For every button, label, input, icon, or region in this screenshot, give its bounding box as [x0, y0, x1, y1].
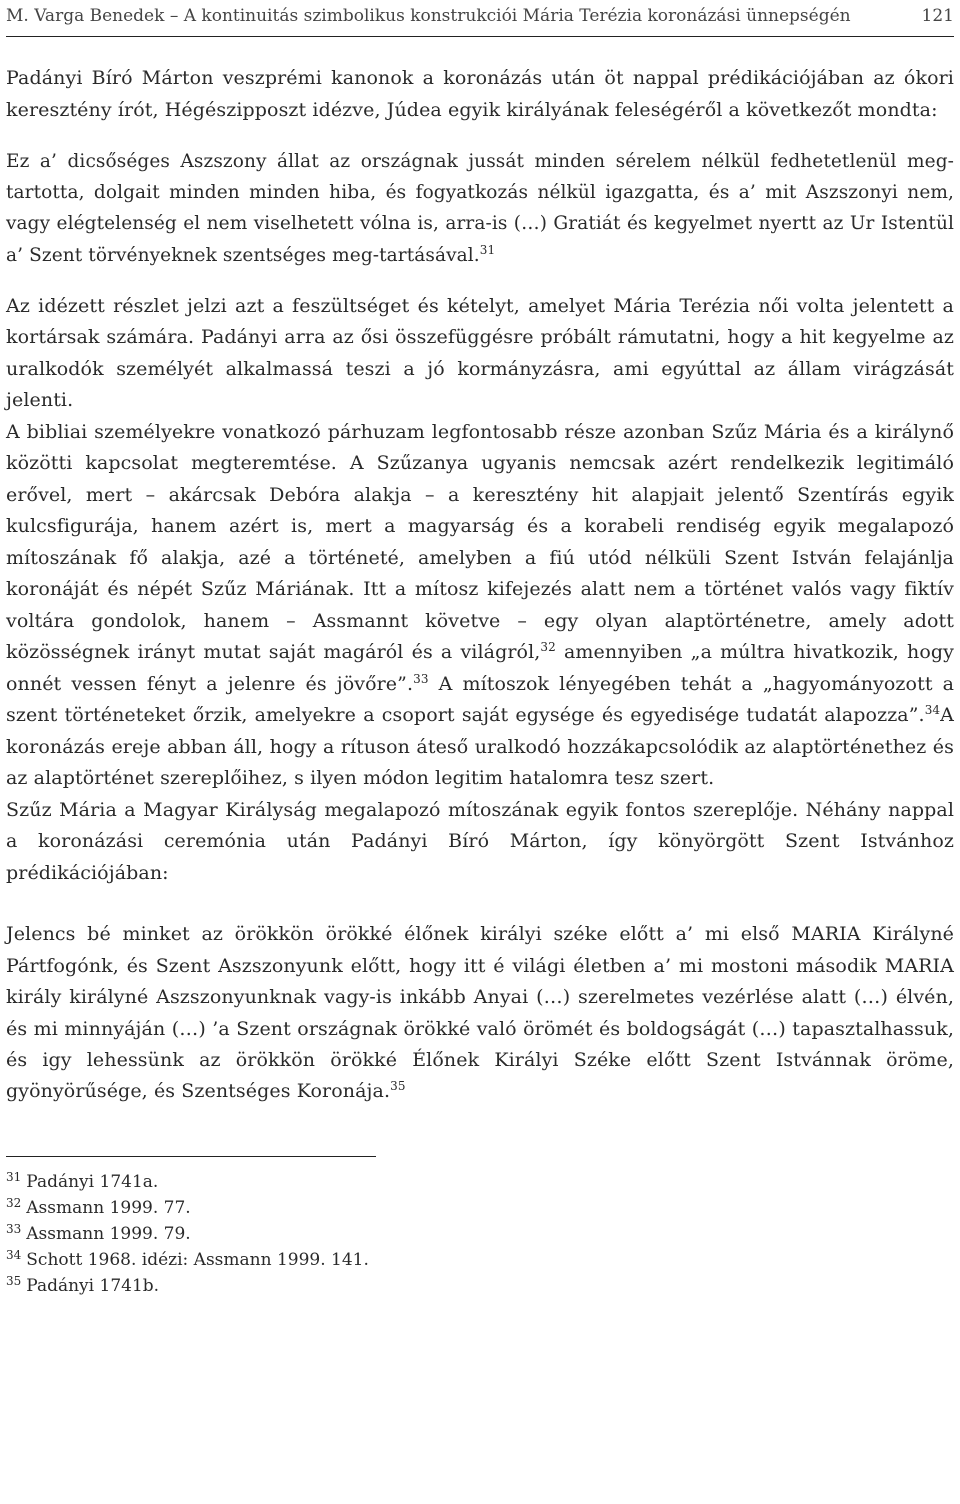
body-paragraph-2-part-a: A bibliai személyekre vonatkozó párhuzam legfontosabb része azonban Szűz Mária és a királynő közötti kapcsolat megteremtése. A Szűzanya ugyanis nemcsak azért rendelkezik legitimáló erővel, mert – akárcsak Debóra alakja – a keresztény hit alapjait jelentő Szentírás egyik kulcsfigurája, hanem azért is, mert a magyarság és a korabeli rendiség egyik megalapozó mítoszának fő alakja, azé a történeté, amelyben a fiú utód nélküli Szent István felajánlja koronáját és népét Szűz Máriának. Itt a mítosz kifejezés alatt nem a történet valós vagy fiktív voltára gondolok, hanem – Assmannt követve – egy olyan alaptörténetre, amely adott közösségnek irányt mutat saját magáról és a világról, [6, 420, 954, 664]
page [6, 0, 954, 1299]
footnote-ref-32: 32 [540, 640, 556, 655]
footnote-number: 35 [6, 1274, 22, 1289]
footnote-number: 34 [6, 1248, 22, 1263]
footnotes [6, 1169, 954, 1299]
quote-block-2 [6, 919, 954, 1107]
footnote-text: Assmann 1999. 77. [26, 1198, 191, 1219]
footnote-31 [6, 1169, 954, 1195]
body-paragraph-1: Az idézett részlet jelzi azt a feszültséget és kételyt, amelyet Mária Terézia női volta jelentett a kortársak számára. Padányi arra az ősi összefüggésre próbált rámutatni, hogy a hit kegyelme az uralkodók személyét alkalmassá teszi a jó kormányzásra, ami egyúttal az állam virágzását jelenti. [6, 294, 954, 412]
header-divider [6, 36, 954, 37]
page-number: 121 [921, 6, 954, 26]
body-text [6, 291, 954, 890]
footnote-text: Padányi 1741b. [26, 1276, 160, 1297]
footnote-34 [6, 1247, 954, 1273]
footnote-35 [6, 1273, 954, 1299]
footnote-divider [6, 1156, 376, 1158]
running-header [6, 4, 954, 28]
footnote-ref-34: 34 [924, 703, 941, 718]
footnote-ref-31: 31 [479, 242, 496, 257]
quote-block-1 [6, 146, 954, 271]
footnote-number: 32 [6, 1196, 22, 1211]
footnote-number: 31 [6, 1170, 22, 1185]
body-paragraph-2 [6, 417, 954, 795]
footnote-text: Schott 1968. idézi: Assmann 1999. 141. [26, 1250, 369, 1271]
running-header-title: M. Varga Benedek – A kontinuitás szimbolikus konstrukciói Mária Terézia koronázási ünnepségén [6, 6, 851, 26]
quote-1-text: Ez a’ dicsőséges Aszszony állat az országnak jussát minden sérelem nélkül fedhetetlenül meg-tartotta, dolgait minden minden hiba, és fogyatkozás nélkül igazgatta, és a’ mit Aszszonyi nem, vagy elégtelenség el nem viselhetett vólna is, arra-is (…) Gratiát és kegyelmet nyertt az Ur Istentül a’ Szent törvényeknek szentséges meg-tartásával. [6, 151, 954, 266]
footnote-32 [6, 1195, 954, 1221]
footnote-ref-33: 33 [413, 671, 429, 686]
intro-paragraph: Padányi Bíró Márton veszprémi kanonok a koronázás után öt nappal prédikációjában az ókori keresztény írót, Hégészipposzt idézve, Júdea egyik királyának feleségéről a következőt mondta: [6, 67, 954, 121]
body-paragraph-2-part-d: A koronázás ereje abban áll, hogy a rítuson áteső uralkodó hozzákapcsolódik az alaptörténethez és az alaptörténet szereplőihez, s ilyen módon legitim hatalomra tesz szert. [6, 704, 954, 790]
quote-2-text: Jelencs bé minket az örökkön örökké élőnek királyi széke előtt a’ mi első MARIA Királyné Pártfogónk, és Szent Aszszonyunk előtt, hogy itt é világi életben a’ mi mostoni második MARIA király királyné Aszszonyunknak vagy-is inkább Anyai (…) szerelmetes vezérlése alatt (…) élvén, és mi minnyáján (…) ’a Szent országnak örökké való örömét és boldogságát (…) tapasztalhassuk, és igy lehessünk az örökkön örökké Élőnek Királyi Széke előtt Szent Istvánnak öröme, gyönyörűsége, és Szentséges Koronája. [6, 923, 954, 1103]
footnote-33 [6, 1221, 954, 1247]
footnote-text: Padányi 1741a. [26, 1172, 159, 1193]
body-paragraph-2-part-c: A mítoszok lényegében tehát a „hagyományozott a szent történeteket őrzik, amelyekre a csoport saját egysége és egyedisége tudatát alapozza”. [6, 672, 955, 727]
footnote-text: Assmann 1999. 79. [26, 1224, 191, 1245]
footnote-number: 33 [6, 1222, 22, 1237]
body-paragraph-3: Szűz Mária a Magyar Királyság megalapozó mítoszának egyik fontos szereplője. Néhány nappal a koronázási ceremónia után Padányi Bíró Márton, így könyörgött Szent Istvánhoz prédikációjában: [6, 798, 954, 884]
body-paragraph-2-part-b: amennyiben „a múltra hivatkozik, hogy onnét vessen fényt a jelenre és jövőre”. [6, 641, 955, 695]
footnote-ref-35: 35 [390, 1079, 406, 1094]
